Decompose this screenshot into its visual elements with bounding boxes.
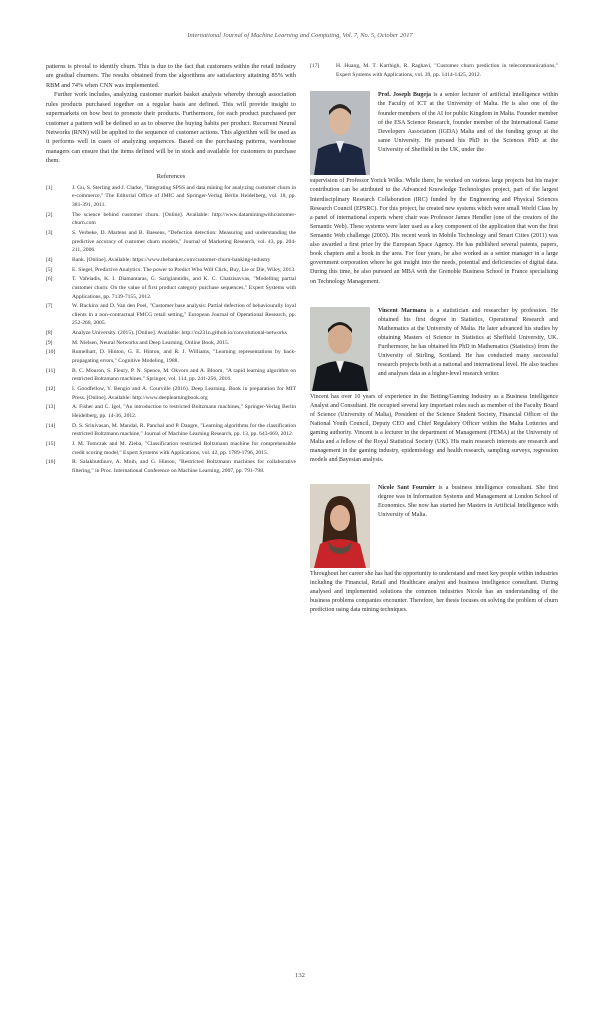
author-bio-1-continued: supervision of Professor Yorick Wilks. While there, he worked on various large projects but his major contribution can be attributed to the Advanced Knowledge Technologies project, part of the largest Interdisciplinary Research Collaboration (IRC) funded by the Engineering and Physical Sciences Research Council (EPSRC). For this project, he created new systems which were small World Class by a panel of international experts where chair was Professor James Hendler (one of the creators of the Semantic Web). These systems were later used as a key component of the application that won the first Semantic Web challenge (2003). His recent work in Mobile Technology and Smart Cities (2011) was also awarded a first prize by the European Space Agency. He has published several patents, papers, book chapters and a book in the area. For four years, he also worked as a senior manager in a large government corporation where he got insight into the needs, potential and deficiencies of digital data. During this time, he also pursued an MBA with the Grenoble Business School in France specialising on Technology Management. (310, 178, 558, 285)
reference-text: S. Verbeke, D. Martens and B. Baesens, "Defection detection: Measuring and understanding the predictive accuracy of customer churn models," Journal of Marketing Research, vol. 43, pp. 204-211, 2006. (72, 229, 296, 254)
conclusion-paragraph: patterns is pivotal to identify churn. This is due to the fact that customers within the retail industry are gradual churners. The results obtained from the algorithms are satisfactory attaining 85% with RBM and 74% when CNN was implemented. (46, 63, 296, 89)
reference-text: E. Siegel, Predictive Analytics: The power to Predict Who Will Click, Buy, Lie or Die, Wiley, 2013. (72, 266, 296, 273)
future-work-paragraph: Further work includes, analyzing customer market basket analysis whereby through association rules products purchased together on a regular basis are defined. This will provide insight to supermarkets on how best to promote their products. Furthermore, for each product purchased per customer a pattern will be defined so as to observe the buying habits per product. Recurrent Neural Networks (RNN) will be applied to the sequence of customer actions. This algorithm will be used as it performs well in cases of analyzing sequences. Based on the purchasing patterns, warehouse managers can ensure that the items defined will be in stock and available for customers to purchase them. (46, 91, 296, 165)
reference-number: [14] (46, 422, 56, 429)
reference-text: R. Salakhutdinov, A. Mnih, and G. Hinton, "Restricted Boltzmann machines for collaborative filtering," in Proc. International Conference on Machine Learning, 2007, pp. 791-798. (72, 459, 296, 474)
reference-number: [12] (46, 386, 56, 393)
author-bio-3-text: is a business intelligence consultant. She first degree was in Information Systems and Management at London School of Economics. She now has started her Masters in Artificial Intelligence with University of Malta. (378, 484, 558, 518)
author-portrait-1 (310, 91, 370, 175)
journal-header: International Journal of Machine Learning and Computing, Vol. 7, No. 5, October 2017 (187, 32, 413, 39)
reference-item (46, 422, 296, 439)
reference-item (46, 229, 296, 255)
reference-text: D. S. Srinivasan, M. Mandal, R. Panchal and P. Dangre, "Learning algorithms for the classification restricted Boltzmann machine," Journal of Machine Learning Research, pp. 13, pp. 643-669, 2012. (72, 422, 296, 438)
reference-text: B. C. Mouron, S. Fleury, P. N. Spence, M. Okvoro and A. Bloom, "A rapid learning algorithm on restricted Boltzmann machines," Springer, vol. 114, pp. 241-256, 2016. (72, 367, 296, 383)
reference-text: Rumelhart, D. Hinton, G. E. Hinton, and R. J. Williams, "Learning representations by back-propagating errors," Cognitive Modeling, 1988. (72, 349, 296, 365)
author-bio-3-continued: Throughout her career she has had the opportunity to understand and meet key people within industries including the Financial, Retail and Healthcare analyst and business intelligence consultant. During analysed and implemented solutions the common industries Nicole has an understanding of the business problems companies encounter. Therefore, her thesis focuses on solving the problem of churn prediction using data mining techniques. (310, 570, 558, 613)
reference-number: [3] (46, 229, 53, 236)
reference-text: I. Goodfellow, Y. Bengio and A. Courville (2016). Deep Learning. Book in preparation for MIT Press. [Online]. Available: http://www.deeplearningbook.org (72, 386, 296, 401)
reference-item (46, 348, 296, 365)
reference-number: [17] (310, 63, 320, 69)
reference-text: W. Buckinx and D. Van den Poel, "Customer base analysis: Partial defection of behaviourally loyal clients in a non-contractual FMCG retail setting," European Journal of Operational Research, pp. 252-268, 2005. (72, 303, 296, 327)
reference-text: The science behind customer churn. [Online]. Available: http://www.dataminingwithcustomer-churn.com (72, 211, 296, 227)
reference-item (46, 302, 296, 328)
reference-item (46, 329, 296, 338)
right-column (310, 62, 558, 615)
author-bio-1 (310, 91, 558, 286)
reference-item (46, 184, 296, 210)
reference-number: [16] (46, 459, 56, 466)
reference-item (46, 339, 296, 348)
reference-number: [2] (46, 211, 53, 218)
references-list (46, 184, 296, 476)
reference-item (46, 211, 296, 228)
author-name-2: Vincent Marmara (378, 307, 427, 314)
author-photo-2 (310, 307, 370, 391)
author-name-3: Nicole Sant Fournier (378, 484, 436, 491)
author-bio-2 (310, 307, 558, 466)
author-portrait-3 (310, 484, 370, 568)
reference-number: [10] (46, 349, 56, 356)
author-bio-2-text: is a statistician and researcher by profession. He obtained his first degree in Statistics, Operational Research and Mathematics at the University of Malta. He later advanced his studies by obtaining Masters of Science in Statistics at Sheffield University, UK. Furthermore, he has obtained his PhD in Mathematics (Statistics) from the University of Stirling, Scotland. He has conducted many successful research projects both at a national and international level. He also teaches and analyses data as a higher-level research writer. (378, 307, 558, 378)
author-bio-2-continued: Vincent has over 10 years of experience in the Betting/Gaming Industry as a Business Intelligence Analyst and Consultant. He occupied several key important roles such as member of the Faculty Board of Science (University of Malta), President of the Science Student Society, Financial Officer of the National Youth Council, Deputy CEO and Chief Regulatory Officer within the Malta Lotteries and gaming authority. Vincent is a lecturer in the department of Management (FEMA) at the University of Malta and a fellow of the Royal Statistical Society (UK). His main research interests are research and management in the gaming industry, epidemiology and health research, sampling surveys, regression models and Bayesian analysis. (310, 393, 558, 464)
author-bio-3 (310, 484, 558, 616)
reference-item (46, 403, 296, 420)
reference-item (46, 256, 296, 265)
references-continued (310, 62, 558, 79)
reference-text: A. Fisher and C. Igel, "An introduction to restricted Boltzmann machines," Springer-Verlag Berlin Heidelberg, pp. 14-36, 2012. (72, 404, 296, 420)
reference-item (46, 275, 296, 301)
reference-number: [11] (46, 367, 56, 374)
reference-text: M. Nielsen, Neural Networks and Deep Learning, Online Book, 2015. (72, 339, 230, 346)
reference-item (46, 440, 296, 457)
reference-number: [8] (46, 330, 53, 337)
reference-text: H. Huang, M. T. Karthigh, R. Raghavi, "Customer churn prediction in telecommunications," Expert Systems with Applications, vol. 39, pp. 1414-1425, 2012. (336, 63, 558, 78)
reference-text: Bank. [Online]. Available: https://www.thebanker.com/customer-churn-banking-industry (72, 256, 271, 263)
left-column (46, 62, 296, 477)
author-portrait-2 (310, 307, 370, 391)
reference-item (46, 367, 296, 384)
author-bio-1-text: is a senior lecturer of artificial intelligence within the Faculty of ICT at the University of Malta. He is also one of the founder members of the AI for public Kingdom in Malta. Founder member of the ESA Science Research, founder member of the International Game Developers Association (IGDA) Malta and of the funding group at the same University. He pursued his PhD in the Sciences PhD at the University of Sheffield in the UK, under the (378, 92, 559, 153)
references-heading: References (156, 172, 186, 180)
reference-text: J. Gu, S. Sterling and J. Clarke, "Integrating SPSS and data mining for analyzing customer churn in e-commerce," The Editorial Office of JMIC and Springer-Verlag Berlin Heidelberg, vol. 18, pp. 381-391, 2011. (72, 184, 296, 208)
reference-number: [7] (46, 303, 53, 310)
reference-text: J. M. Tomczak and M. Zieba, "Classification restricted Boltzmann machine for comprehensible credit scoring model," Expert Systems with Applications, vol. 42, pp. 1789-1796, 2015. (72, 441, 296, 456)
reference-number: [6] (46, 276, 53, 283)
reference-item (46, 266, 296, 275)
reference-text: Analyze University. (2015). [Online]. Available: http://cs231n.github.io/convolutional-networks (72, 330, 287, 337)
reference-number: [1] (46, 184, 53, 191)
author-photo-3 (310, 484, 370, 568)
reference-number: [5] (46, 266, 53, 273)
reference-number: [15] (46, 441, 56, 448)
reference-number: [13] (46, 404, 56, 411)
author-name-1: Prof. Joseph Bugeja (378, 92, 432, 99)
reference-number: [4] (46, 256, 53, 263)
reference-item (46, 458, 296, 475)
page-number: 132 (295, 972, 305, 979)
reference-item (46, 385, 296, 402)
reference-item (310, 62, 558, 79)
reference-text: T. Vafeiadis, K. I. Diamantaras, G. Sarigiannidis, and K. C. Chatzisavvas, "Modelling partial customer churn: On the value of first product category purchase sequences," Expert Systems with Applications, pp. 7139-7155, 2012. (72, 276, 296, 300)
author-photo-1 (310, 91, 370, 175)
reference-number: [9] (46, 339, 53, 346)
